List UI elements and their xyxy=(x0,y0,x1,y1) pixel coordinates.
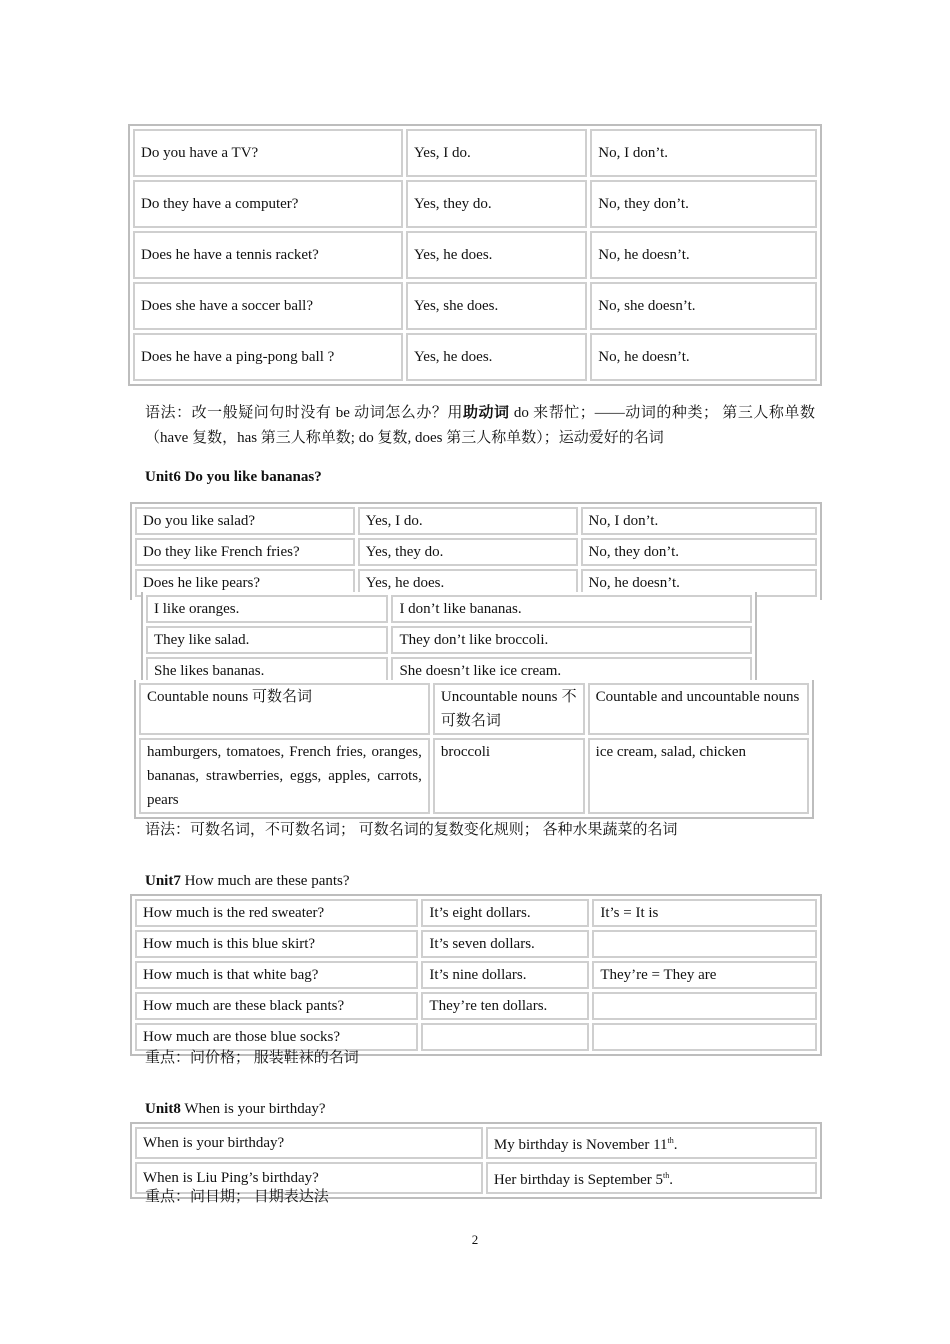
grammar-note-1 xyxy=(145,401,815,451)
table-row xyxy=(133,333,817,381)
table-header-cell: Countable nouns 可数名词 xyxy=(139,683,430,735)
unit7-note: 重点：问价格； 服装鞋袜的名词 xyxy=(145,1050,359,1066)
table-cell: How much is the red sweater? xyxy=(135,899,418,927)
table-cell: hamburgers, tomatoes, French fries, oranges, bananas, strawberries, eggs, apples, carrots, pears xyxy=(139,738,430,814)
table-cell: Do you have a TV? xyxy=(133,129,403,177)
table-cell: How much is this blue skirt? xyxy=(135,930,418,958)
table-cell xyxy=(486,1127,817,1159)
table-cell: It’s = It is xyxy=(592,899,817,927)
table-cell: Yes, he does. xyxy=(406,231,587,279)
table-cell: Does he have a tennis racket? xyxy=(133,231,403,279)
unit-label: Unit7 xyxy=(145,873,181,889)
note-bold-text: 助动词 xyxy=(462,405,510,421)
table-cell xyxy=(592,992,817,1020)
answer-end: . xyxy=(669,1172,674,1188)
answer-end: . xyxy=(673,1137,678,1153)
table-cell: Yes, he does. xyxy=(358,569,578,597)
table-cell: She likes bananas. xyxy=(146,657,388,685)
note-text: 语法：改一般疑问句时没有 be 动词怎么办？用 xyxy=(145,405,463,421)
table-cell: Yes, she does. xyxy=(406,282,587,330)
unit-title: When is your birthday? xyxy=(180,1101,326,1117)
table-cell: How much is that white bag? xyxy=(135,961,418,989)
table-cell: Yes, I do. xyxy=(358,507,578,535)
table-cell: No, I don’t. xyxy=(581,507,818,535)
unit8-heading xyxy=(145,1099,326,1119)
table-row xyxy=(146,626,752,654)
table-row xyxy=(135,1127,817,1159)
table-cell: Yes, they do. xyxy=(358,538,578,566)
unit6-heading: Unit6 Do you like bananas? xyxy=(145,469,322,485)
unit6-note: 语法：可数名词，不可数名词； 可数名词的复数变化规则； 各种水果蔬菜的名词 xyxy=(145,822,678,838)
table-row xyxy=(133,180,817,228)
table-cell: Does he have a ping-pong ball ? xyxy=(133,333,403,381)
table-row xyxy=(139,738,809,814)
nouns-table xyxy=(134,680,814,819)
unit7-heading xyxy=(145,871,350,891)
table-cell: When is Liu Ping’s birthday? xyxy=(135,1162,483,1194)
table-row xyxy=(135,992,817,1020)
table-cell: Yes, I do. xyxy=(406,129,587,177)
table-row xyxy=(135,961,817,989)
table-row xyxy=(146,595,752,623)
table-cell: No, he doesn’t. xyxy=(590,231,817,279)
table-cell: They don’t like broccoli. xyxy=(391,626,752,654)
table-cell: How much are these black pants? xyxy=(135,992,418,1020)
table-cell: No, he doesn’t. xyxy=(581,569,818,597)
table-row xyxy=(133,129,817,177)
table-cell: No, he doesn’t. xyxy=(590,333,817,381)
table-cell: Do they like French fries? xyxy=(135,538,355,566)
table-cell: It’s eight dollars. xyxy=(421,899,589,927)
table-cell: No, I don’t. xyxy=(590,129,817,177)
table-cell: Do you like salad? xyxy=(135,507,355,535)
table-cell: I like oranges. xyxy=(146,595,388,623)
table-cell: They like salad. xyxy=(146,626,388,654)
table-row xyxy=(135,899,817,927)
table-header-cell: Uncountable nouns 不可数名词 xyxy=(433,683,585,735)
table-cell: It’s seven dollars. xyxy=(421,930,589,958)
like-questions-table xyxy=(130,502,822,600)
table-row xyxy=(139,683,809,735)
table-cell: Does she have a soccer ball? xyxy=(133,282,403,330)
unit-title: How much are these pants? xyxy=(180,873,350,889)
table-row xyxy=(135,507,817,535)
unit-label: Unit8 xyxy=(145,1101,181,1117)
table-cell: She doesn’t like ice cream. xyxy=(391,657,752,685)
table-cell: Yes, they do. xyxy=(406,180,587,228)
table-cell: How much are those blue socks? xyxy=(135,1023,418,1051)
table-cell: It’s nine dollars. xyxy=(421,961,589,989)
table-cell: No, they don’t. xyxy=(590,180,817,228)
unit8-note: 重点：问日期； 日期表达法 xyxy=(145,1189,329,1205)
table-cell: No, she doesn’t. xyxy=(590,282,817,330)
table-cell: Do they have a computer? xyxy=(133,180,403,228)
table-row xyxy=(135,538,817,566)
have-questions-table xyxy=(128,124,822,386)
table-row xyxy=(135,930,817,958)
note-text: do 来帮忙；——动词的种类； 第三人称单数 （have 复数，has 第三人称单数; do 复数, does 第三人称单数）；运动爱好的名词 xyxy=(145,405,815,446)
table-cell: ice cream, salad, chicken xyxy=(588,738,809,814)
table-header-cell: Countable and uncountable nouns xyxy=(588,683,809,735)
table-cell xyxy=(592,930,817,958)
table-cell: They’re = They are xyxy=(592,961,817,989)
table-cell: When is your birthday? xyxy=(135,1127,483,1159)
table-cell: Yes, he does. xyxy=(406,333,587,381)
ordinal-suffix: th xyxy=(667,1136,674,1145)
like-statements-table xyxy=(141,592,757,688)
table-row xyxy=(133,282,817,330)
table-cell: Does he like pears? xyxy=(135,569,355,597)
answer-text: My birthday is November 11 xyxy=(493,1137,668,1153)
table-cell: broccoli xyxy=(433,738,585,814)
ordinal-suffix: th xyxy=(663,1171,670,1180)
page-number: 2 xyxy=(471,1232,479,1247)
table-cell: No, they don’t. xyxy=(581,538,818,566)
price-table xyxy=(130,894,822,1056)
table-cell: They’re ten dollars. xyxy=(421,992,589,1020)
answer-text: Her birthday is September 5 xyxy=(493,1172,664,1188)
table-row xyxy=(133,231,817,279)
table-cell: I don’t like bananas. xyxy=(391,595,752,623)
